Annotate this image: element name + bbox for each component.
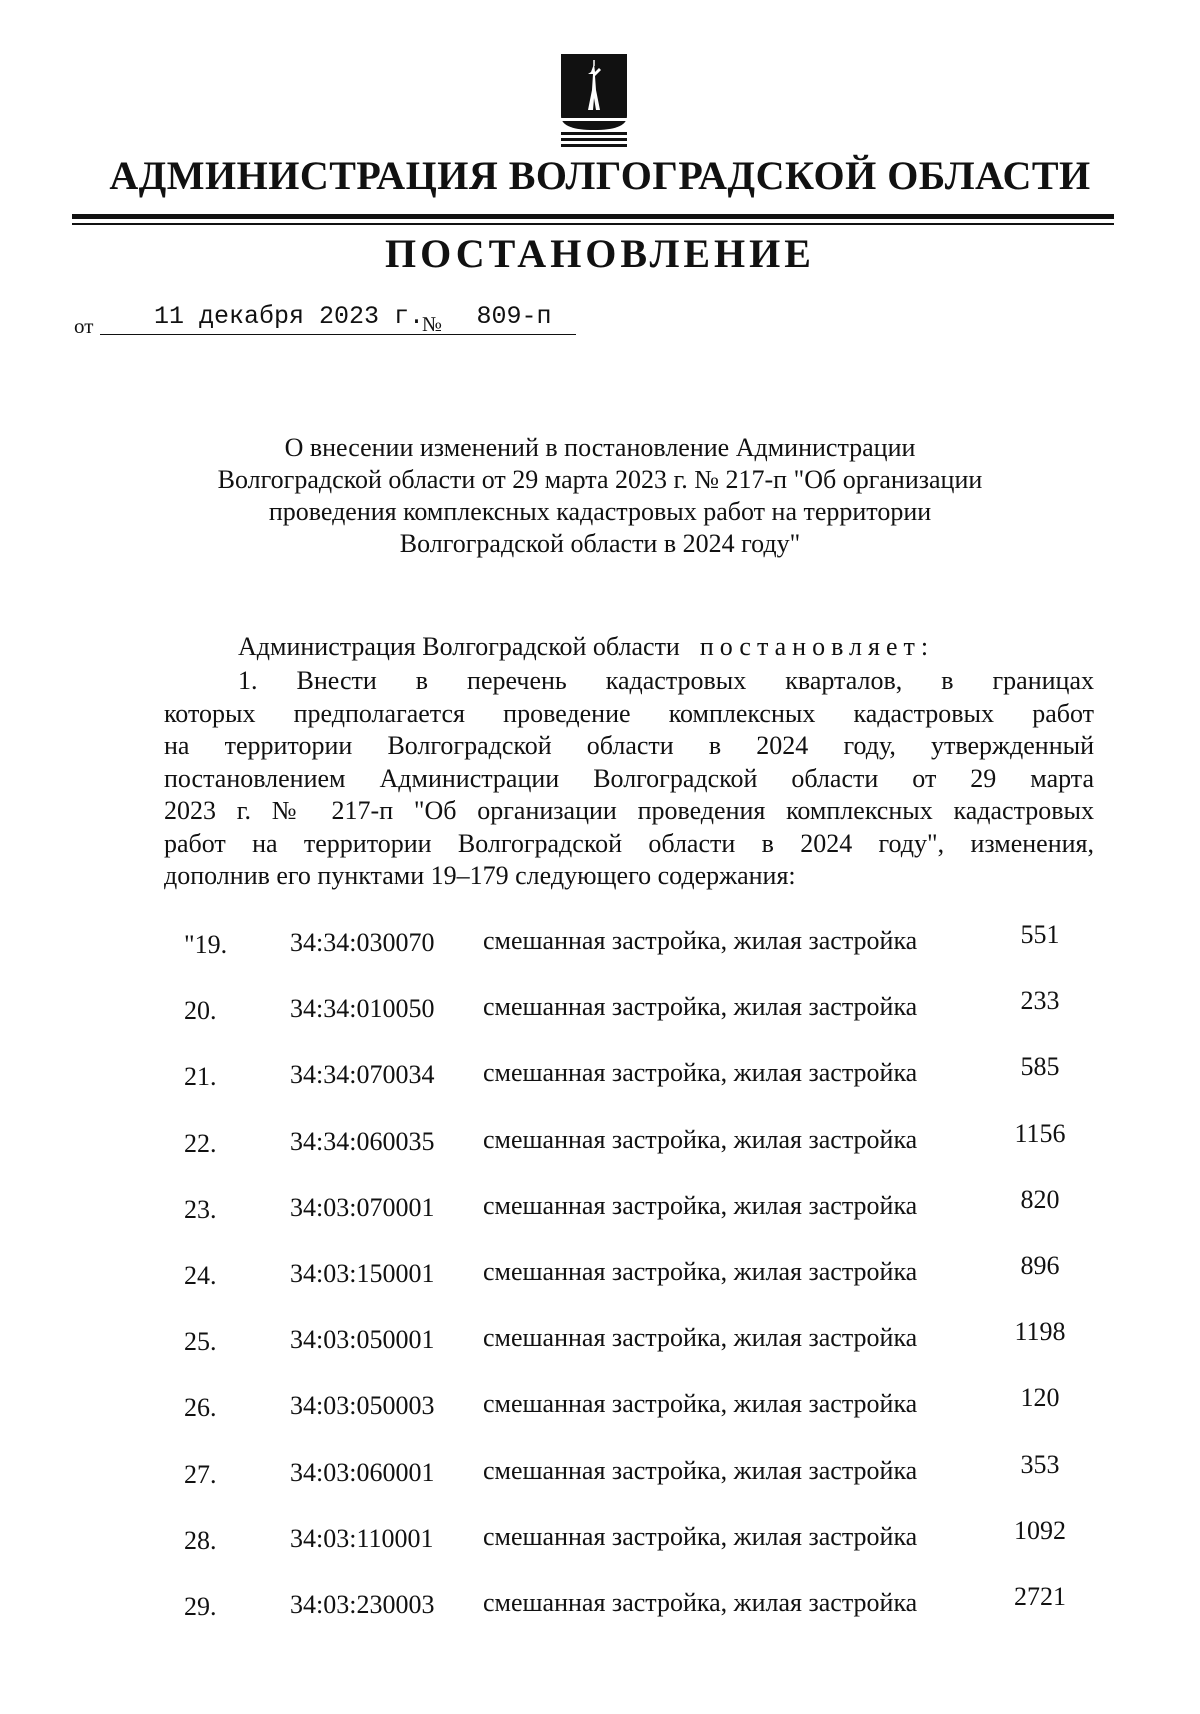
development-type: смешанная застройка, жилая застройка (483, 1389, 918, 1419)
object-count: 820 (1020, 1184, 1060, 1214)
row-number: 28. (184, 1525, 217, 1555)
development-type: смешанная застройка, жилая застройка (483, 1257, 918, 1286)
row-number: 27. (184, 1459, 217, 1489)
row-number: 22. (184, 1128, 217, 1158)
cadastral-code: 34:03:110001 (290, 1523, 434, 1553)
development-type: смешанная застройка, жилая застройка (483, 1455, 918, 1485)
development-type: смешанная застройка, жилая застройка (483, 1323, 918, 1353)
table-row (0, 1119, 1200, 1159)
table-row (0, 920, 1200, 960)
table-row (0, 1317, 1200, 1357)
document-subject (150, 432, 1050, 560)
row-number: 26. (184, 1393, 217, 1423)
coat-of-arms-icon (557, 50, 631, 148)
subject-line: Волгоградской области в 2024 году" (399, 529, 801, 558)
cadastral-code: 34:03:070001 (290, 1192, 435, 1222)
organization-title: АДМИНИСТРАЦИЯ ВОЛГОГРАДСКОЙ ОБЛАСТИ (109, 153, 1091, 198)
object-count: 551 (1020, 920, 1060, 949)
cadastral-code: 34:03:050001 (290, 1325, 435, 1355)
table-row (0, 1582, 1200, 1622)
header-rule-thick (72, 214, 1114, 219)
date-number-row (74, 300, 594, 340)
object-count: 233 (1020, 986, 1060, 1016)
cadastral-code: 34:03:050003 (290, 1391, 435, 1421)
object-count: 353 (1020, 1449, 1060, 1479)
table-row (0, 986, 1200, 1026)
paragraph-line: 1. Внести в перечень кадастровых кварталов, в границах (238, 666, 1094, 695)
object-count: 585 (1020, 1052, 1060, 1082)
subject-line: О внесении изменений в постановление Администрации (284, 433, 916, 462)
object-count: 1092 (1014, 1515, 1066, 1545)
date-prefix: от (74, 314, 94, 338)
development-type: смешанная застройка, жилая застройка (483, 1124, 918, 1154)
number-prefix: № (422, 312, 443, 336)
table-row (0, 1052, 1200, 1092)
document-type: ПОСТАНОВЛЕНИЕ (385, 231, 815, 276)
cadastral-code: 34:34:070034 (290, 1060, 435, 1090)
subject-line: Волгоградской области от 29 марта 2023 г. № 217-п "Об организации (217, 465, 983, 494)
object-count: 120 (1020, 1383, 1060, 1413)
paragraph-line: дополнив его пунктами 19–179 следующего содержания: (164, 861, 796, 890)
paragraph-line: на территории Волгоградской области в 2024 году, утвержденный (164, 731, 1094, 760)
development-type: смешанная застройка, жилая застройка (483, 1521, 918, 1551)
table-row (0, 1251, 1200, 1291)
development-type: смешанная застройка, жилая застройка (483, 1190, 918, 1220)
development-type: смешанная застройка, жилая застройка (483, 1058, 918, 1088)
decree-lead (238, 632, 934, 662)
paragraph-line: которых предполагается проведение комплексных кадастровых работ (164, 698, 1094, 728)
object-count: 1156 (1014, 1118, 1066, 1148)
cadastral-code: 34:03:060001 (290, 1457, 435, 1487)
cadastral-code: 34:03:230003 (290, 1590, 435, 1619)
row-number: 21. (184, 1062, 217, 1092)
cadastral-code: 34:03:150001 (290, 1259, 435, 1288)
row-number: 20. (184, 996, 217, 1026)
row-number: "19. (184, 930, 228, 959)
row-number: 25. (184, 1327, 217, 1357)
decree-paragraph (164, 665, 1094, 893)
lead-text: Администрация Волгоградской области (238, 632, 680, 661)
number-field (452, 300, 576, 335)
table-row (0, 1383, 1200, 1423)
table-row (0, 1185, 1200, 1225)
paragraph-line: 2023 г. № 217-п "Об организации проведения комплексных кадастровых (164, 796, 1094, 825)
row-number: 24. (184, 1261, 217, 1290)
object-count: 896 (1020, 1251, 1060, 1280)
decree-word: постановляет: (699, 632, 935, 661)
paragraph-line: постановлением Администрации Волгоградской области от 29 марта (164, 763, 1094, 793)
object-count: 1198 (1014, 1317, 1066, 1347)
cadastral-code: 34:34:060035 (290, 1126, 435, 1156)
row-number: 23. (184, 1194, 217, 1224)
table-row (0, 1516, 1200, 1556)
row-number: 29. (184, 1592, 217, 1621)
object-count: 2721 (1014, 1582, 1066, 1611)
subject-line: проведения комплексных кадастровых работ на территории (268, 497, 932, 526)
development-type: смешанная застройка, жилая застройка (483, 1588, 918, 1617)
table-row (0, 1450, 1200, 1490)
development-type: смешанная застройка, жилая застройка (483, 926, 918, 955)
paragraph-line: работ на территории Волгоградской области в 2024 году", изменения, (164, 828, 1094, 858)
document-number: 809-п (476, 302, 552, 331)
cadastral-code: 34:34:030070 (290, 928, 435, 957)
document-date: 11 декабря 2023 г. (153, 302, 425, 331)
cadastral-code: 34:34:010050 (290, 994, 435, 1024)
header-rule-thin (72, 223, 1114, 225)
development-type: смешанная застройка, жилая застройка (483, 992, 918, 1022)
